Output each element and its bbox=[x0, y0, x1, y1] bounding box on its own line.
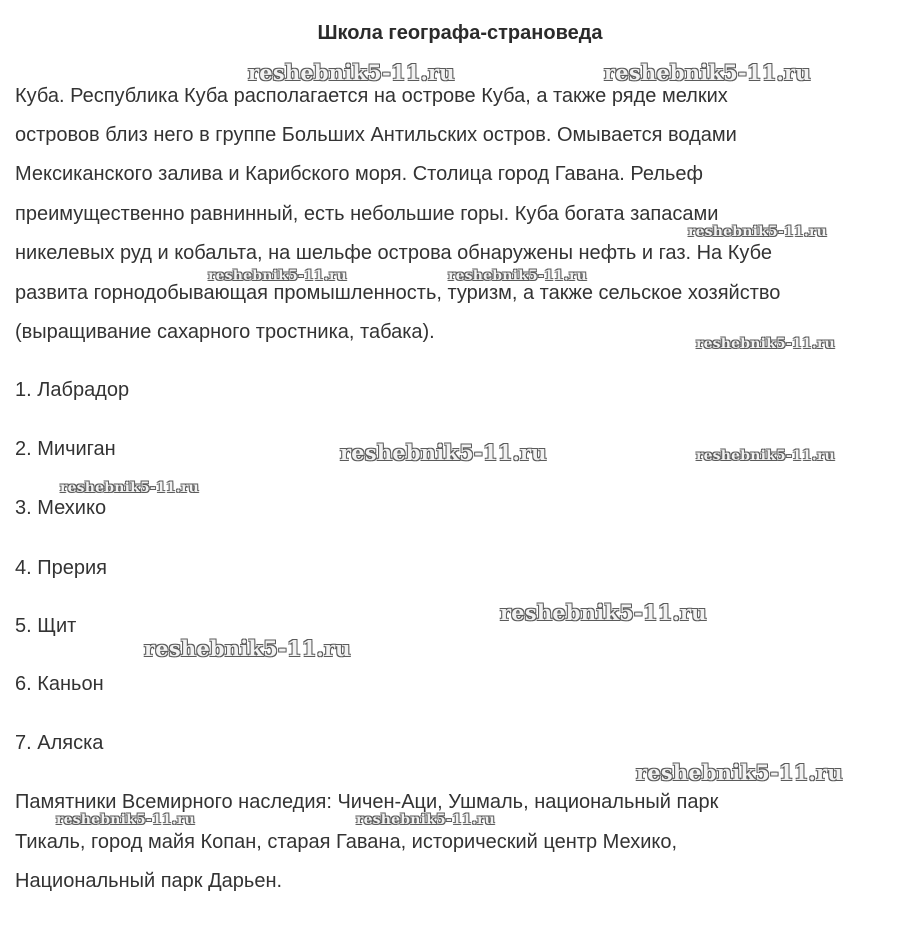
paragraph-line: никелевых руд и кобальта, на шельфе острова обнаружены нефть и газ. На Кубе bbox=[15, 242, 772, 264]
list-item: 3. Мехико bbox=[15, 497, 107, 519]
watermark: reshebnik5-11.ru bbox=[56, 812, 195, 828]
watermark: reshebnik5-11.ru bbox=[696, 336, 835, 352]
list-item: 4. Прерия bbox=[15, 557, 107, 579]
list-item: 1. Лабрадор bbox=[15, 379, 130, 401]
paragraph-line: Мексиканского залива и Карибского моря. Столица город Гавана. Рельеф bbox=[15, 163, 704, 185]
watermark: reshebnik5-11.ru bbox=[144, 636, 351, 661]
list-item: 6. Каньон bbox=[15, 673, 104, 695]
list-item: 5. Щит bbox=[15, 615, 77, 637]
watermark: reshebnik5-11.ru bbox=[356, 812, 495, 828]
watermark: reshebnik5-11.ru bbox=[636, 760, 843, 785]
heritage-line: Памятники Всемирного наследия: Чичен-Аци, Ушмаль, национальный парк bbox=[15, 791, 719, 813]
list-item: 2. Мичиган bbox=[15, 438, 116, 460]
heritage-line: Национальный парк Дарьен. bbox=[15, 870, 283, 892]
paragraph-line: островов близ него в группе Больших Антильских остров. Омывается водами bbox=[15, 124, 737, 146]
watermark: reshebnik5-11.ru bbox=[500, 600, 707, 625]
list-item: 7. Аляска bbox=[15, 732, 104, 754]
page-title: Школа географа-страноведа bbox=[317, 22, 603, 44]
watermark: reshebnik5-11.ru bbox=[248, 60, 455, 85]
watermark: reshebnik5-11.ru bbox=[696, 448, 835, 464]
paragraph-line: Куба. Республика Куба располагается на острове Куба, а также ряде мелких bbox=[15, 85, 728, 107]
paragraph-line: преимущественно равнинный, есть небольшие горы. Куба богата запасами bbox=[15, 203, 719, 225]
watermark: reshebnik5-11.ru bbox=[688, 224, 827, 240]
heritage-line: Тикаль, город майя Копан, старая Гавана, исторический центр Мехико, bbox=[15, 831, 678, 853]
paragraph-line: развита горнодобывающая промышленность, туризм, а также сельское хозяйство bbox=[15, 282, 781, 304]
watermark: reshebnik5-11.ru bbox=[340, 440, 547, 465]
watermark: reshebnik5-11.ru bbox=[208, 268, 347, 284]
watermark: reshebnik5-11.ru bbox=[60, 480, 199, 496]
watermark: reshebnik5-11.ru bbox=[604, 60, 811, 85]
watermark: reshebnik5-11.ru bbox=[448, 268, 587, 284]
paragraph-line: (выращивание сахарного тростника, табака). bbox=[15, 321, 435, 343]
